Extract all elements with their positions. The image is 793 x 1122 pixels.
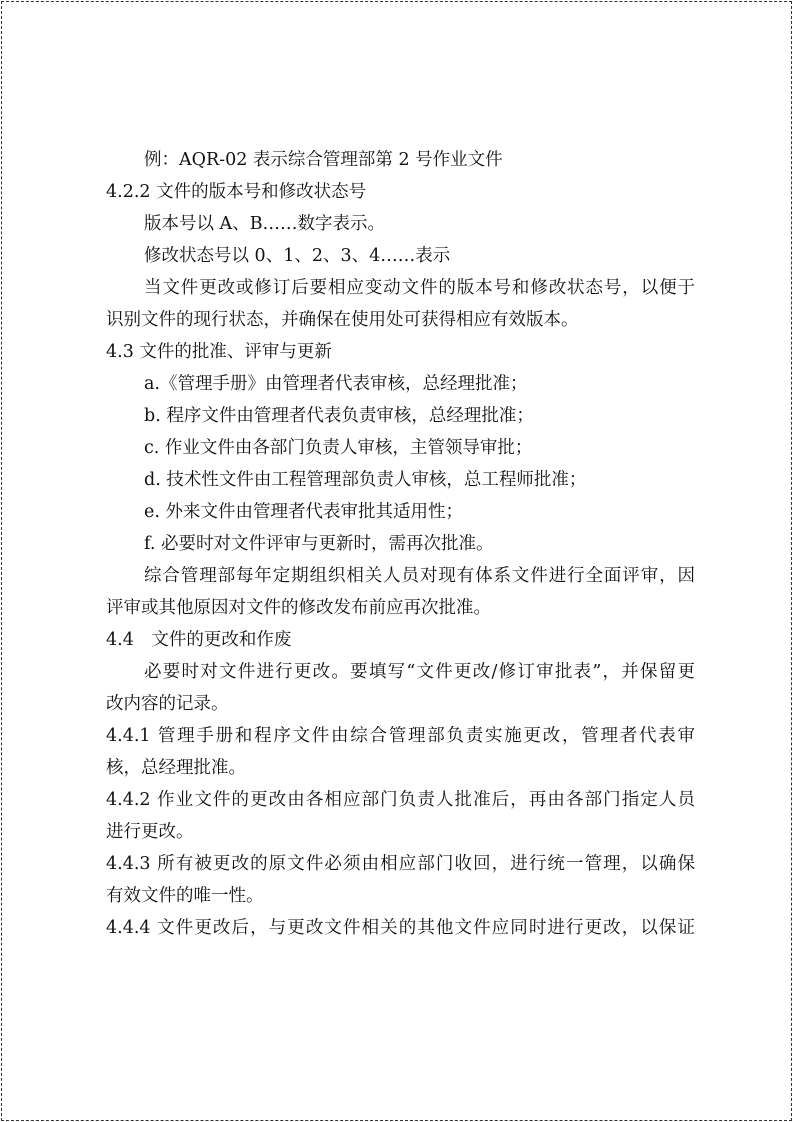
text-line: 综合管理部每年定期组织相关人员对现有体系文件进行全面评审，因	[144, 566, 695, 586]
text-line: 4.2.2 文件的版本号和修改状态号	[106, 182, 367, 202]
text-line: 4.3 文件的批准、评审与更新	[106, 342, 332, 362]
text-line: e. 外来文件由管理者代表审批其适用性；	[144, 502, 463, 522]
text-line: 改内容的记录。	[106, 694, 229, 714]
text-line: 当文件更改或修订后要相应变动文件的版本号和修改状态号，以便于	[144, 278, 695, 298]
text-line: a.《管理手册》由管理者代表审核，总经理批准；	[144, 374, 528, 394]
text-line: 4.4 文件的更改和作废	[106, 630, 292, 650]
text-line: 4.4.2 作业文件的更改由各相应部门负责人批准后，再由各部门指定人员	[106, 790, 695, 810]
text-line: f. 必要时对文件评审与更新时，需再次批准。	[144, 534, 494, 554]
text-line: 4.4.3 所有被更改的原文件必须由相应部门收回，进行统一管理，以确保	[106, 854, 695, 874]
text-line: 有效文件的唯一性。	[106, 886, 264, 906]
text-line: 修改状态号以 0、1、2、3、4……表示	[144, 246, 451, 266]
text-line: 进行更改。	[106, 822, 194, 842]
text-line: b. 程序文件由管理者代表负责审核，总经理批准；	[144, 406, 534, 426]
text-line: 评审或其他原因对文件的修改发布前应再次批准。	[106, 598, 491, 618]
text-line: 4.4.4 文件更改后，与更改文件相关的其他文件应同时进行更改，以保证	[106, 918, 695, 938]
text-line: c. 作业文件由各部门负责人审核，主管领导审批；	[144, 438, 533, 458]
text-line: 必要时对文件进行更改。要填写“文件更改/修订审批表”，并保留更	[144, 662, 695, 682]
text-line: 版本号以 A、B……数字表示。	[144, 214, 386, 234]
text-line: 4.4.1 管理手册和程序文件由综合管理部负责实施更改，管理者代表审	[106, 726, 695, 746]
text-line: 核，总经理批准。	[106, 758, 246, 778]
text-line: 识别文件的现行状态，并确保在使用处可获得相应有效版本。	[106, 310, 579, 330]
text-line: d. 技术性文件由工程管理部负责人审核，总工程师批准；	[144, 470, 587, 490]
text-line: 例：AQR-02 表示综合管理部第 2 号作业文件	[144, 150, 503, 170]
